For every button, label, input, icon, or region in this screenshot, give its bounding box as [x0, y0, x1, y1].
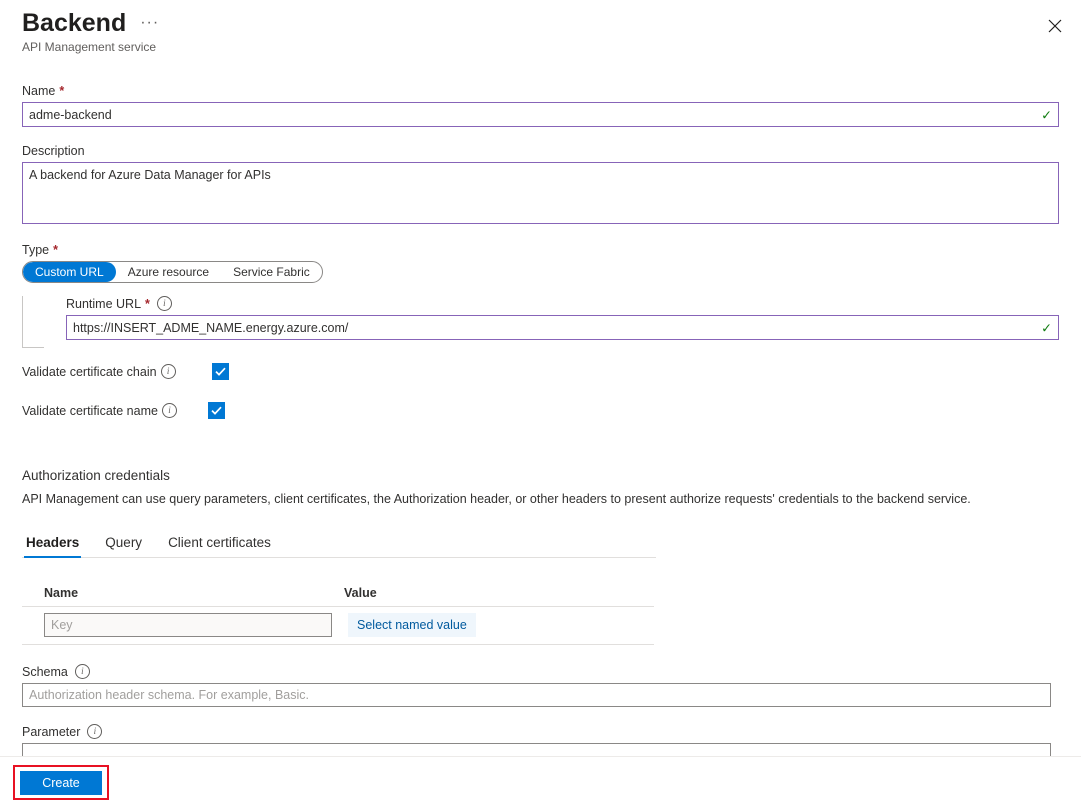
- runtime-url-info-icon[interactable]: i: [157, 296, 172, 311]
- runtime-url-label-text: Runtime URL: [66, 296, 142, 311]
- page-title: Backend: [22, 9, 127, 37]
- title-row: [22, 8, 163, 38]
- type-required-asterisk: *: [53, 243, 58, 257]
- panel-header: [0, 0, 1081, 58]
- type-option-custom-url[interactable]: Custom URL: [23, 262, 116, 282]
- authorization-title: Authorization credentials: [22, 468, 170, 483]
- name-input[interactable]: [22, 102, 1059, 127]
- description-label-text: Description: [22, 144, 85, 158]
- authorization-tabs: [22, 531, 656, 558]
- type-toggle-group[interactable]: [22, 261, 323, 283]
- runtime-url-input-wrap: [66, 315, 1059, 340]
- type-option-azure-resource[interactable]: Azure resource: [127, 265, 210, 279]
- column-header-value: Value: [344, 586, 377, 600]
- close-icon[interactable]: [1041, 12, 1069, 40]
- validate-certificate-name-checkbox[interactable]: [208, 402, 225, 419]
- validate-certificate-name-info-icon[interactable]: i: [162, 403, 177, 418]
- authorization-section: [22, 468, 1059, 506]
- validate-certificate-name-label: Validate certificate name: [22, 403, 158, 418]
- create-button[interactable]: Create: [20, 771, 102, 795]
- field-validate-certificate-chain: [22, 363, 322, 380]
- field-validate-certificate-name: [22, 402, 322, 419]
- type-option-service-fabric[interactable]: Service Fabric: [233, 265, 310, 279]
- indent-bracket: [22, 296, 44, 348]
- header-key-input[interactable]: [44, 613, 332, 637]
- description-textarea[interactable]: [22, 162, 1059, 224]
- form-body: [0, 78, 1081, 757]
- page-subtitle: API Management service: [22, 40, 157, 54]
- tab-headers[interactable]: Headers: [24, 531, 81, 557]
- validate-certificate-chain-info-icon[interactable]: i: [161, 364, 176, 379]
- description-label: [22, 144, 1059, 158]
- validate-certificate-chain-checkbox[interactable]: [212, 363, 229, 380]
- column-header-name: Name: [44, 586, 79, 600]
- select-named-value-button[interactable]: Select named value: [348, 613, 476, 637]
- field-schema: [22, 664, 1059, 707]
- runtime-url-valid-check-icon: ✓: [1041, 320, 1052, 335]
- runtime-url-required-asterisk: *: [145, 296, 150, 311]
- parameter-label: [22, 724, 1059, 739]
- panel-footer: [0, 756, 1081, 805]
- name-valid-check-icon: ✓: [1041, 107, 1052, 122]
- tab-client-certificates[interactable]: Client certificates: [168, 535, 271, 550]
- schema-input[interactable]: [22, 683, 1051, 707]
- table-row: [22, 607, 654, 645]
- type-label-text: Type: [22, 243, 50, 257]
- tab-query[interactable]: Query: [105, 535, 143, 550]
- field-runtime-url: [22, 296, 1059, 348]
- field-type: [22, 243, 323, 283]
- grid-header-row: [22, 582, 654, 607]
- schema-label: [22, 664, 1059, 679]
- runtime-url-content: [66, 296, 1059, 340]
- authorization-description: API Management can use query parameters, client certificates, the Authorization header, or other headers to present authorize requests' credentials to the backend service.: [22, 492, 971, 506]
- tab-list: [22, 531, 656, 558]
- schema-info-icon[interactable]: i: [75, 664, 90, 679]
- name-input-wrap: [22, 102, 1059, 127]
- validate-certificate-chain-label: Validate certificate chain: [22, 364, 157, 379]
- schema-label-text: Schema: [22, 664, 68, 679]
- more-options-button[interactable]: ···: [140, 14, 160, 31]
- field-name: [22, 84, 1059, 127]
- name-required-asterisk: *: [59, 84, 65, 98]
- parameter-label-text: Parameter: [22, 724, 81, 739]
- name-label: [22, 84, 1059, 98]
- runtime-url-label: [66, 296, 1059, 311]
- name-label-text: Name: [22, 84, 56, 98]
- type-label: [22, 243, 323, 257]
- runtime-url-input[interactable]: [66, 315, 1059, 340]
- parameter-info-icon[interactable]: i: [87, 724, 102, 739]
- field-description: [22, 144, 1059, 227]
- credentials-grid: [22, 582, 654, 645]
